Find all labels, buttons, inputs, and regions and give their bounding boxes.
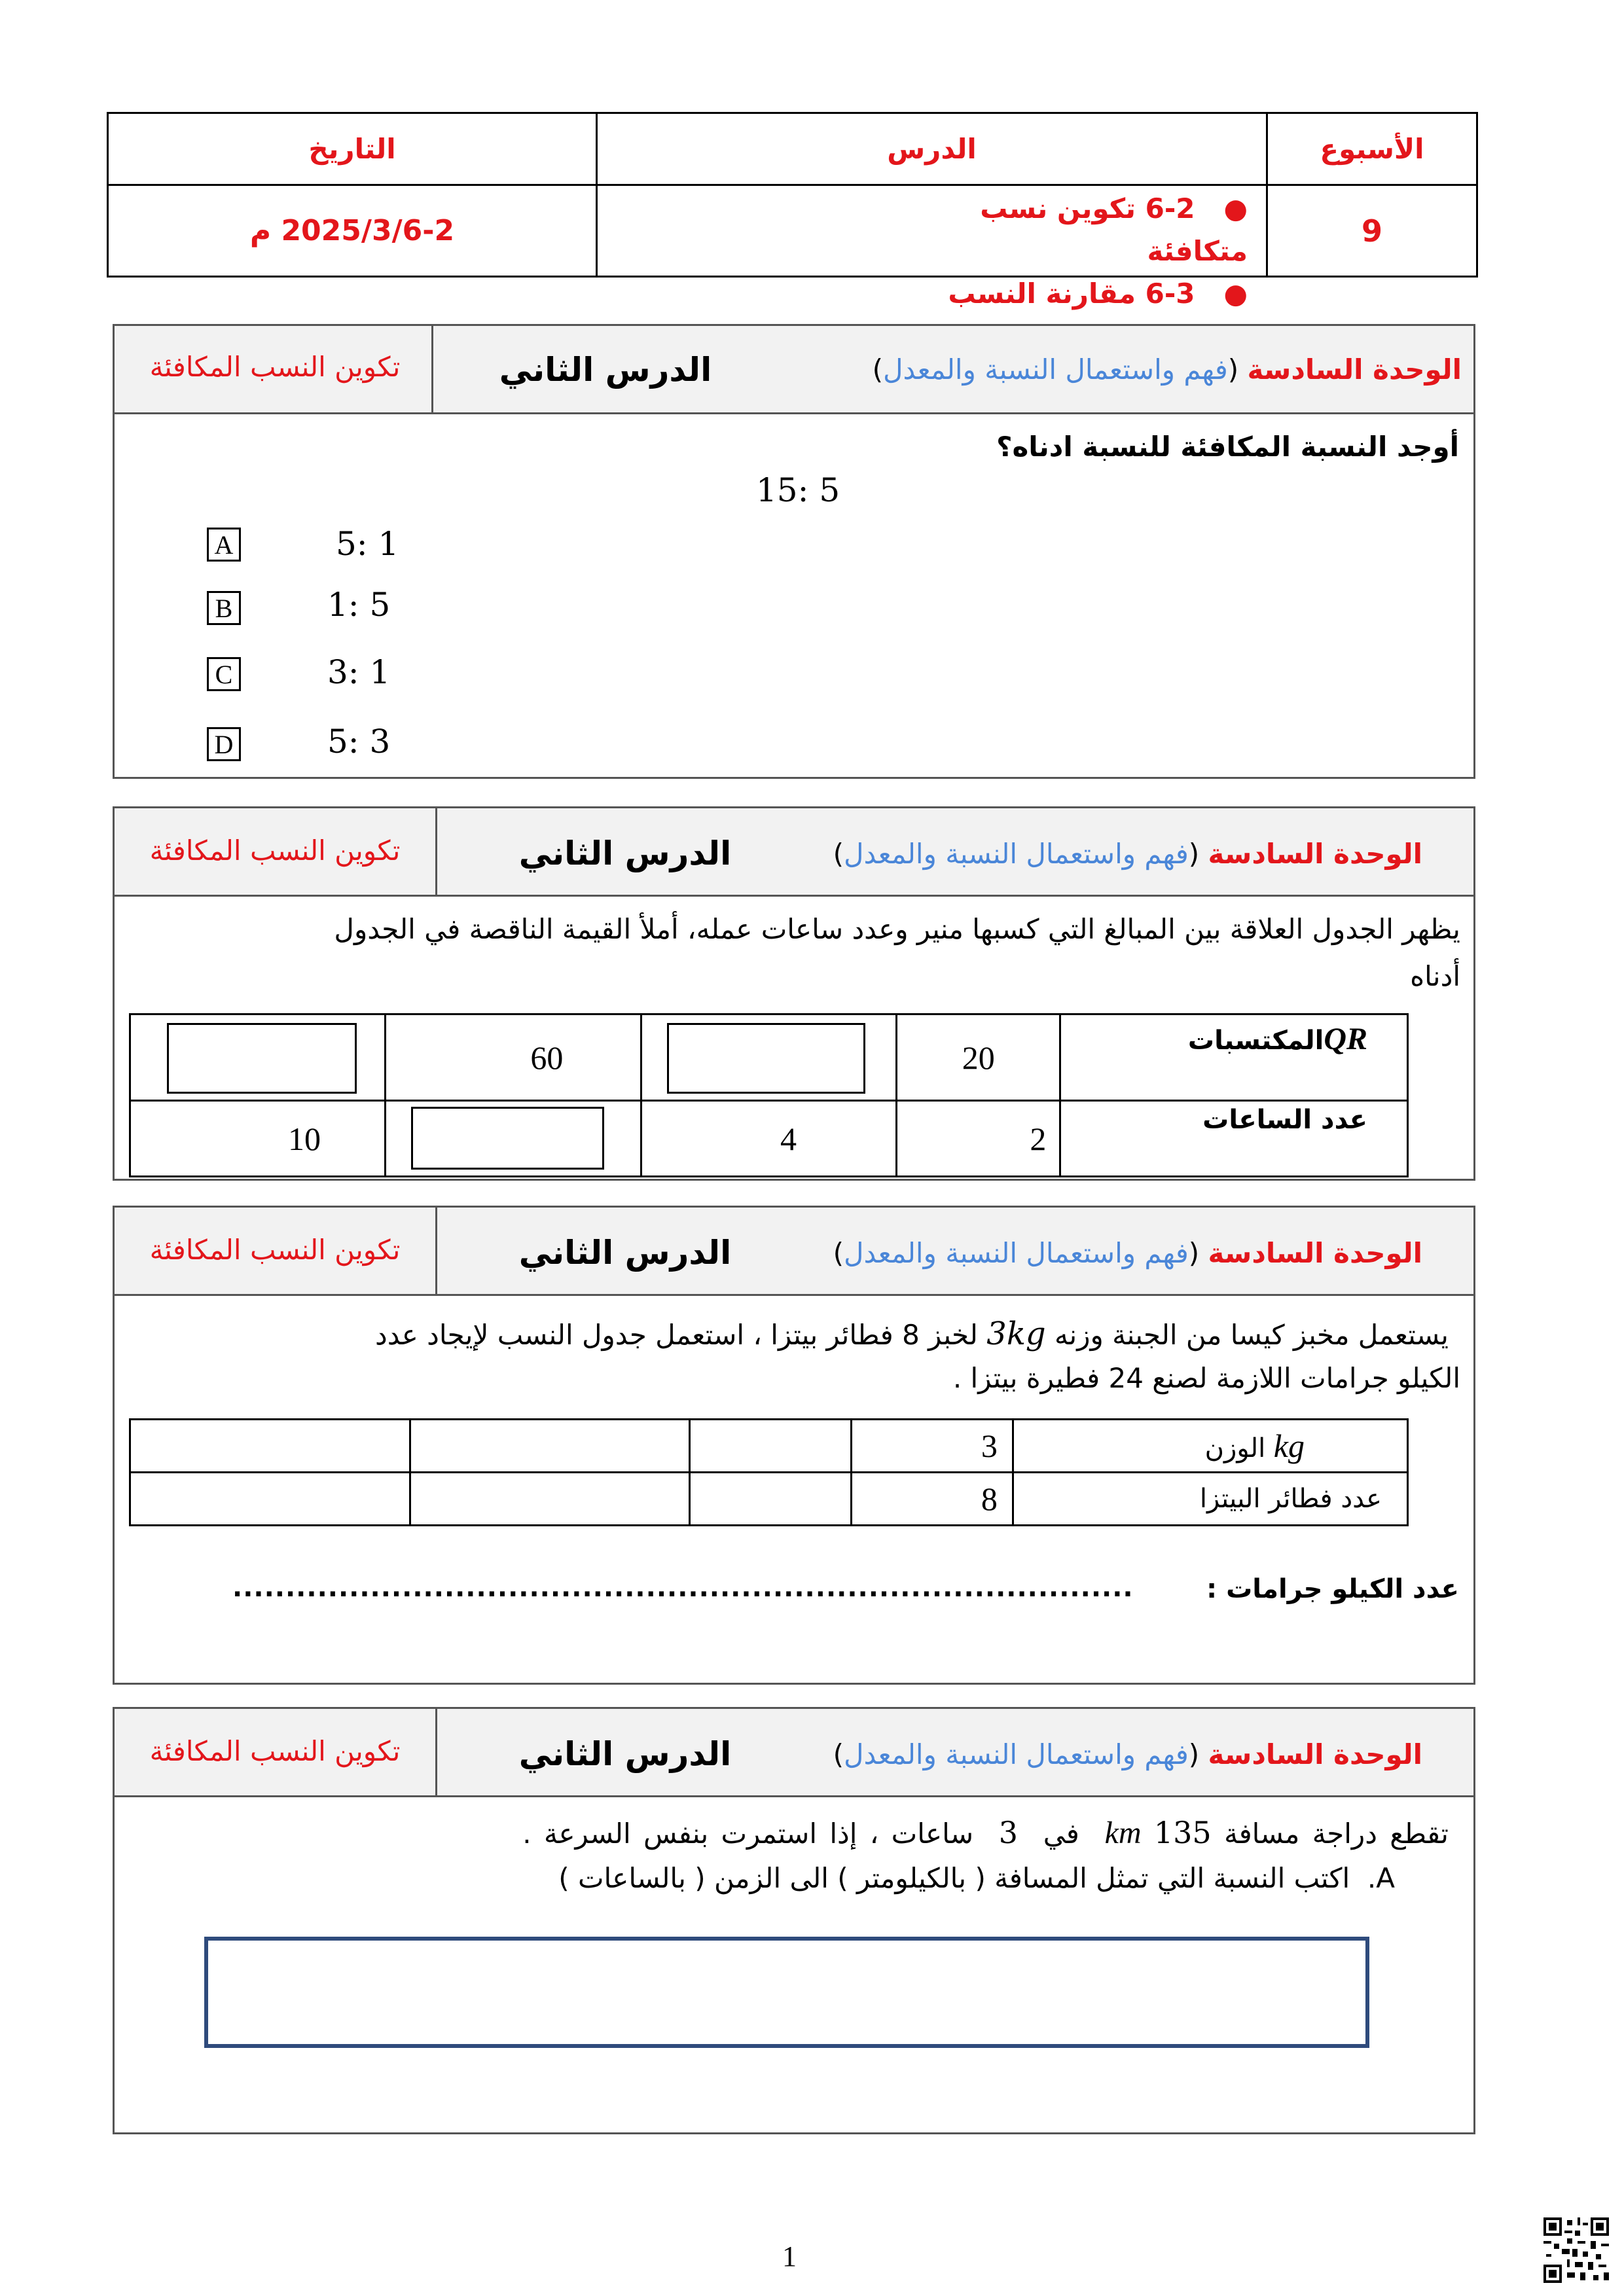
table-cell[interactable]	[410, 1420, 690, 1473]
topic-name: تكوين النسب المكافئة	[149, 1735, 401, 1767]
section-header	[115, 808, 1473, 897]
earnings-table	[129, 1013, 1409, 1177]
table-cell: 8	[852, 1473, 1013, 1526]
table-cell[interactable]	[130, 1473, 410, 1526]
question-text-line1: يستعمل مخبز كيسا من الجبنة وزنه 3kg لخبز 8 فطائر بيتزا ، استعمل جدول النسب لإيجاد عدد	[375, 1316, 1449, 1352]
date-value: 2025/3/6-2 م	[249, 214, 455, 247]
unit-title: الوحدة السادسة (فهم واستعمال النسبة والمعدل)	[833, 1738, 1422, 1770]
section-header	[115, 1709, 1473, 1797]
unit-title: الوحدة السادسة (فهم واستعمال النسبة والمعدل)	[833, 1237, 1422, 1269]
answer-input-box[interactable]	[411, 1107, 604, 1170]
date-label: التاريخ	[308, 133, 396, 165]
lesson-name: الدرس الثاني	[518, 834, 732, 872]
option-a-value: 5: 1	[336, 525, 399, 563]
table-cell	[386, 1101, 641, 1177]
question-text: أوجد النسبة المكافئة للنسبة ادناه؟	[996, 431, 1459, 463]
lesson-label: الدرس	[887, 133, 977, 165]
earnings-label-cell: المكتسباتQR	[1060, 1014, 1408, 1101]
header-divider	[435, 1208, 437, 1294]
pizza-ratio-table	[129, 1418, 1409, 1526]
question-section-4	[113, 1707, 1475, 2134]
part-a-text: A. اكتب النسبة التي تمثل المسافة ( بالكيلومتر ) الى الزمن ( بالساعات )	[558, 1862, 1395, 1894]
table-cell: 4	[641, 1101, 896, 1177]
table-cell[interactable]	[130, 1420, 410, 1473]
table-cell[interactable]	[690, 1420, 852, 1473]
table-cell: 3	[852, 1420, 1013, 1473]
option-c-value: 3: 1	[327, 653, 391, 691]
topic-name: تكوين النسب المكافئة	[149, 351, 401, 383]
section-header	[115, 326, 1473, 414]
table-cell[interactable]	[690, 1473, 852, 1526]
option-d-box[interactable]: D	[207, 727, 241, 761]
lesson-name: الدرس الثاني	[518, 1735, 732, 1773]
lesson-list	[907, 187, 1248, 315]
unit-title: الوحدة السادسة (فهم واستعمال النسبة والمعدل)	[872, 353, 1462, 386]
answer-label: عدد الكيلو جرامات :	[1206, 1574, 1459, 1604]
pizza-count-label-cell: عدد فطائر البيتزا	[1013, 1473, 1407, 1526]
lesson-name: الدرس الثاني	[518, 1234, 732, 1272]
table-cell: 2	[897, 1101, 1060, 1177]
question-text-line1: تقطع دراجة مسافة km 135 في 3 ساعات ، إذا استمرت بنفس السرعة .	[522, 1815, 1449, 1850]
question-section-2	[113, 806, 1475, 1181]
table-cell: 10	[130, 1101, 386, 1177]
topic-name: تكوين النسب المكافئة	[149, 1234, 401, 1266]
table-cell	[130, 1014, 386, 1101]
option-c-box[interactable]: C	[207, 657, 241, 691]
lesson-item: ● 6-2 تكوين نسب متكافئة	[980, 192, 1248, 267]
table-cell: 60	[386, 1014, 641, 1101]
lesson-info-table	[107, 112, 1478, 310]
qr-code-icon	[1543, 2217, 1609, 2283]
question-section-1	[113, 324, 1475, 779]
option-a-box[interactable]: A	[207, 528, 241, 562]
question-text-line2: أدناه	[1410, 960, 1460, 992]
weight-label-cell: الوزن kg	[1013, 1420, 1407, 1473]
option-d-value: 5: 3	[327, 723, 391, 761]
week-label: الأسبوع	[1320, 133, 1424, 165]
page-number: 1	[782, 2240, 797, 2272]
lesson-item: ● 6-3 مقارنة النسب	[948, 278, 1248, 310]
given-ratio: 15: 5	[756, 471, 840, 509]
answer-input-box[interactable]	[167, 1023, 357, 1094]
unit-title: الوحدة السادسة (فهم واستعمال النسبة والمعدل)	[833, 838, 1422, 870]
question-section-3	[113, 1206, 1475, 1685]
option-b-value: 1: 5	[327, 586, 391, 624]
answer-input-box[interactable]	[667, 1023, 865, 1094]
section-header	[115, 1208, 1473, 1296]
hours-label-cell: عدد الساعات	[1060, 1101, 1408, 1177]
lesson-name: الدرس الثاني	[499, 351, 712, 389]
answer-input-box[interactable]	[204, 1937, 1369, 2048]
header-divider	[435, 808, 437, 895]
table-cell: 20	[897, 1014, 1060, 1101]
week-value: 9	[1361, 213, 1382, 249]
header-divider	[435, 1709, 437, 1795]
header-divider	[431, 326, 433, 412]
question-text-line2: الكيلو جرامات اللازمة لصنع 24 فطيرة بيتزا .	[952, 1362, 1460, 1394]
answer-line[interactable]: .....................................................................................	[232, 1573, 1134, 1603]
question-text-line1: يظهر الجدول العلاقة بين المبالغ التي كسبها منير وعدد ساعات عمله، أملأ القيمة الناقصة في الجدول	[334, 913, 1460, 945]
topic-name: تكوين النسب المكافئة	[149, 834, 401, 867]
table-cell[interactable]	[410, 1473, 690, 1526]
option-b-box[interactable]: B	[207, 591, 241, 625]
table-cell	[641, 1014, 896, 1101]
